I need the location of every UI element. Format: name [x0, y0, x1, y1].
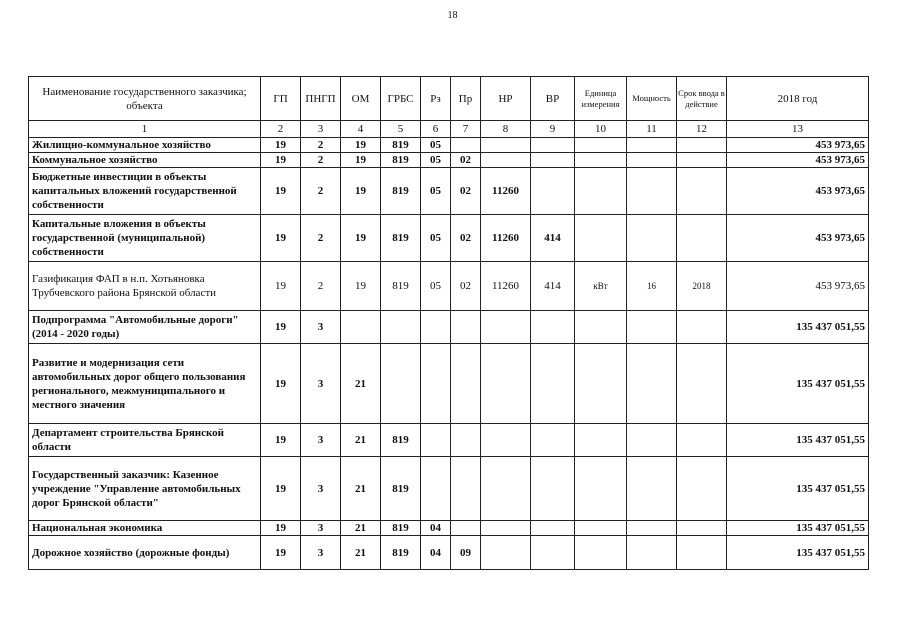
cell-vr: [531, 521, 575, 536]
cell-pr: [451, 344, 481, 424]
row-name: Капитальные вложения в объекты государственной (муниципальной) собственности: [29, 215, 261, 262]
cell-pngp: 3: [301, 536, 341, 570]
budget-table: [28, 76, 869, 570]
table-row: [29, 262, 869, 311]
cell-pngp: 2: [301, 168, 341, 215]
header-row: [29, 77, 869, 121]
cell-power: [627, 311, 677, 344]
cell-nr: [481, 457, 531, 521]
cell-pr: [451, 521, 481, 536]
cell-pngp: 2: [301, 215, 341, 262]
cell-gp: 19: [261, 311, 301, 344]
cell-vr: [531, 153, 575, 168]
cell-year: [677, 168, 727, 215]
table-row: [29, 153, 869, 168]
cell-year: [677, 424, 727, 457]
cell-pngp: 2: [301, 138, 341, 153]
cell-rz: 05: [421, 138, 451, 153]
cell-year: [677, 536, 727, 570]
column-number: 8: [481, 121, 531, 138]
cell-rz: [421, 311, 451, 344]
cell-grbs: 819: [381, 536, 421, 570]
cell-pngp: 3: [301, 457, 341, 521]
cell-vr: [531, 168, 575, 215]
cell-gp: 19: [261, 168, 301, 215]
cell-grbs: 819: [381, 424, 421, 457]
cell-unit: кВт: [575, 262, 627, 311]
cell-gp: 19: [261, 344, 301, 424]
cell-rz: 04: [421, 536, 451, 570]
row-name: Газификация ФАП в н.п. Хотьяновка Трубчевского района Брянской области: [29, 262, 261, 311]
cell-power: [627, 153, 677, 168]
cell-power: [627, 168, 677, 215]
cell-nr: [481, 424, 531, 457]
cell-amount: 135 437 051,55: [727, 536, 869, 570]
cell-year: [677, 457, 727, 521]
header-cell: Пр: [451, 77, 481, 121]
cell-om: [341, 311, 381, 344]
column-number: 5: [381, 121, 421, 138]
cell-rz: [421, 424, 451, 457]
cell-amount: 135 437 051,55: [727, 344, 869, 424]
cell-om: 19: [341, 215, 381, 262]
cell-unit: [575, 215, 627, 262]
column-number: 2: [261, 121, 301, 138]
cell-power: [627, 138, 677, 153]
cell-grbs: 819: [381, 457, 421, 521]
row-name: Коммунальное хозяйство: [29, 153, 261, 168]
cell-rz: [421, 344, 451, 424]
cell-unit: [575, 536, 627, 570]
header-cell: Наименование государственного заказчика; объекта: [29, 77, 261, 121]
cell-unit: [575, 424, 627, 457]
cell-gp: 19: [261, 457, 301, 521]
cell-om: 21: [341, 521, 381, 536]
table-row: [29, 344, 869, 424]
cell-vr: 414: [531, 262, 575, 311]
cell-unit: [575, 311, 627, 344]
cell-amount: 453 973,65: [727, 153, 869, 168]
column-number-row: [29, 121, 869, 138]
cell-vr: [531, 344, 575, 424]
cell-amount: 453 973,65: [727, 215, 869, 262]
row-name: Департамент строительства Брянской области: [29, 424, 261, 457]
cell-nr: [481, 153, 531, 168]
cell-unit: [575, 153, 627, 168]
cell-pr: 02: [451, 262, 481, 311]
cell-nr: [481, 344, 531, 424]
cell-unit: [575, 138, 627, 153]
cell-gp: 19: [261, 536, 301, 570]
cell-year: [677, 344, 727, 424]
cell-unit: [575, 344, 627, 424]
cell-gp: 19: [261, 262, 301, 311]
cell-amount: 453 973,65: [727, 168, 869, 215]
cell-power: [627, 457, 677, 521]
cell-unit: [575, 521, 627, 536]
cell-gp: 19: [261, 153, 301, 168]
header-cell: ОМ: [341, 77, 381, 121]
cell-amount: 135 437 051,55: [727, 424, 869, 457]
column-number: 3: [301, 121, 341, 138]
header-cell: Единица измерения: [575, 77, 627, 121]
cell-rz: 05: [421, 215, 451, 262]
cell-amount: 135 437 051,55: [727, 457, 869, 521]
cell-nr: [481, 138, 531, 153]
header-cell: ПНГП: [301, 77, 341, 121]
cell-pngp: 3: [301, 344, 341, 424]
cell-rz: 05: [421, 168, 451, 215]
cell-vr: [531, 536, 575, 570]
cell-om: 21: [341, 424, 381, 457]
cell-pr: 02: [451, 168, 481, 215]
cell-vr: [531, 424, 575, 457]
cell-grbs: 819: [381, 215, 421, 262]
cell-om: 19: [341, 153, 381, 168]
cell-year: [677, 138, 727, 153]
cell-power: [627, 536, 677, 570]
cell-grbs: 819: [381, 138, 421, 153]
cell-om: 19: [341, 262, 381, 311]
cell-pr: 02: [451, 153, 481, 168]
row-name: Национальная экономика: [29, 521, 261, 536]
cell-vr: [531, 457, 575, 521]
cell-grbs: [381, 311, 421, 344]
row-name: Подпрограмма "Автомобильные дороги" (2014 - 2020 годы): [29, 311, 261, 344]
header-cell: Рз: [421, 77, 451, 121]
cell-om: 21: [341, 457, 381, 521]
cell-nr: 11260: [481, 168, 531, 215]
cell-grbs: 819: [381, 153, 421, 168]
cell-nr: [481, 521, 531, 536]
cell-vr: 414: [531, 215, 575, 262]
cell-unit: [575, 457, 627, 521]
table-row: [29, 215, 869, 262]
cell-grbs: [381, 344, 421, 424]
cell-pr: [451, 457, 481, 521]
cell-om: 21: [341, 536, 381, 570]
cell-nr: [481, 536, 531, 570]
cell-om: 21: [341, 344, 381, 424]
cell-gp: 19: [261, 215, 301, 262]
cell-rz: 05: [421, 262, 451, 311]
table-row: [29, 457, 869, 521]
column-number: 13: [727, 121, 869, 138]
cell-pr: 02: [451, 215, 481, 262]
cell-amount: 453 973,65: [727, 262, 869, 311]
column-number: 11: [627, 121, 677, 138]
header-cell: ГП: [261, 77, 301, 121]
header-cell: ГРБС: [381, 77, 421, 121]
column-number: 1: [29, 121, 261, 138]
cell-pngp: 3: [301, 311, 341, 344]
cell-power: [627, 215, 677, 262]
cell-nr: 11260: [481, 215, 531, 262]
cell-rz: [421, 457, 451, 521]
page-number: 18: [447, 10, 458, 21]
cell-pngp: 3: [301, 424, 341, 457]
header-cell: 2018 год: [727, 77, 869, 121]
cell-pr: [451, 311, 481, 344]
cell-gp: 19: [261, 424, 301, 457]
cell-pngp: 2: [301, 262, 341, 311]
cell-rz: 05: [421, 153, 451, 168]
cell-pngp: 3: [301, 521, 341, 536]
cell-grbs: 819: [381, 168, 421, 215]
table-row: [29, 168, 869, 215]
cell-pr: [451, 138, 481, 153]
header-cell: ВР: [531, 77, 575, 121]
cell-unit: [575, 168, 627, 215]
column-number: 12: [677, 121, 727, 138]
row-name: Дорожное хозяйство (дорожные фонды): [29, 536, 261, 570]
cell-pngp: 2: [301, 153, 341, 168]
cell-vr: [531, 311, 575, 344]
table-row: [29, 138, 869, 153]
cell-gp: 19: [261, 521, 301, 536]
cell-nr: [481, 311, 531, 344]
cell-pr: 09: [451, 536, 481, 570]
cell-power: [627, 521, 677, 536]
table-row: [29, 536, 869, 570]
cell-power: [627, 424, 677, 457]
cell-year: [677, 311, 727, 344]
cell-amount: 453 973,65: [727, 138, 869, 153]
cell-om: 19: [341, 168, 381, 215]
cell-om: 19: [341, 138, 381, 153]
cell-year: [677, 153, 727, 168]
cell-grbs: 819: [381, 262, 421, 311]
row-name: Развитие и модернизация сети автомобильных дорог общего пользования регионального, межмуниципального и местного значения: [29, 344, 261, 424]
cell-gp: 19: [261, 138, 301, 153]
row-name: Бюджетные инвестиции в объекты капитальных вложений государственной собственности: [29, 168, 261, 215]
row-name: Жилищно-коммунальное хозяйство: [29, 138, 261, 153]
header-cell: Срок ввода в действие: [677, 77, 727, 121]
column-number: 10: [575, 121, 627, 138]
column-number: 6: [421, 121, 451, 138]
cell-rz: 04: [421, 521, 451, 536]
column-number: 9: [531, 121, 575, 138]
column-number: 7: [451, 121, 481, 138]
row-name: Государственный заказчик: Казенное учреждение "Управление автомобильных дорог Брянской области": [29, 457, 261, 521]
cell-pr: [451, 424, 481, 457]
column-number: 4: [341, 121, 381, 138]
cell-power: 16: [627, 262, 677, 311]
cell-amount: 135 437 051,55: [727, 521, 869, 536]
header-cell: Мощность: [627, 77, 677, 121]
cell-year: 2018: [677, 262, 727, 311]
cell-year: [677, 521, 727, 536]
cell-power: [627, 344, 677, 424]
cell-vr: [531, 138, 575, 153]
table-row: [29, 311, 869, 344]
header-cell: НР: [481, 77, 531, 121]
cell-amount: 135 437 051,55: [727, 311, 869, 344]
cell-grbs: 819: [381, 521, 421, 536]
table-row: [29, 521, 869, 536]
cell-year: [677, 215, 727, 262]
cell-nr: 11260: [481, 262, 531, 311]
table-row: [29, 424, 869, 457]
